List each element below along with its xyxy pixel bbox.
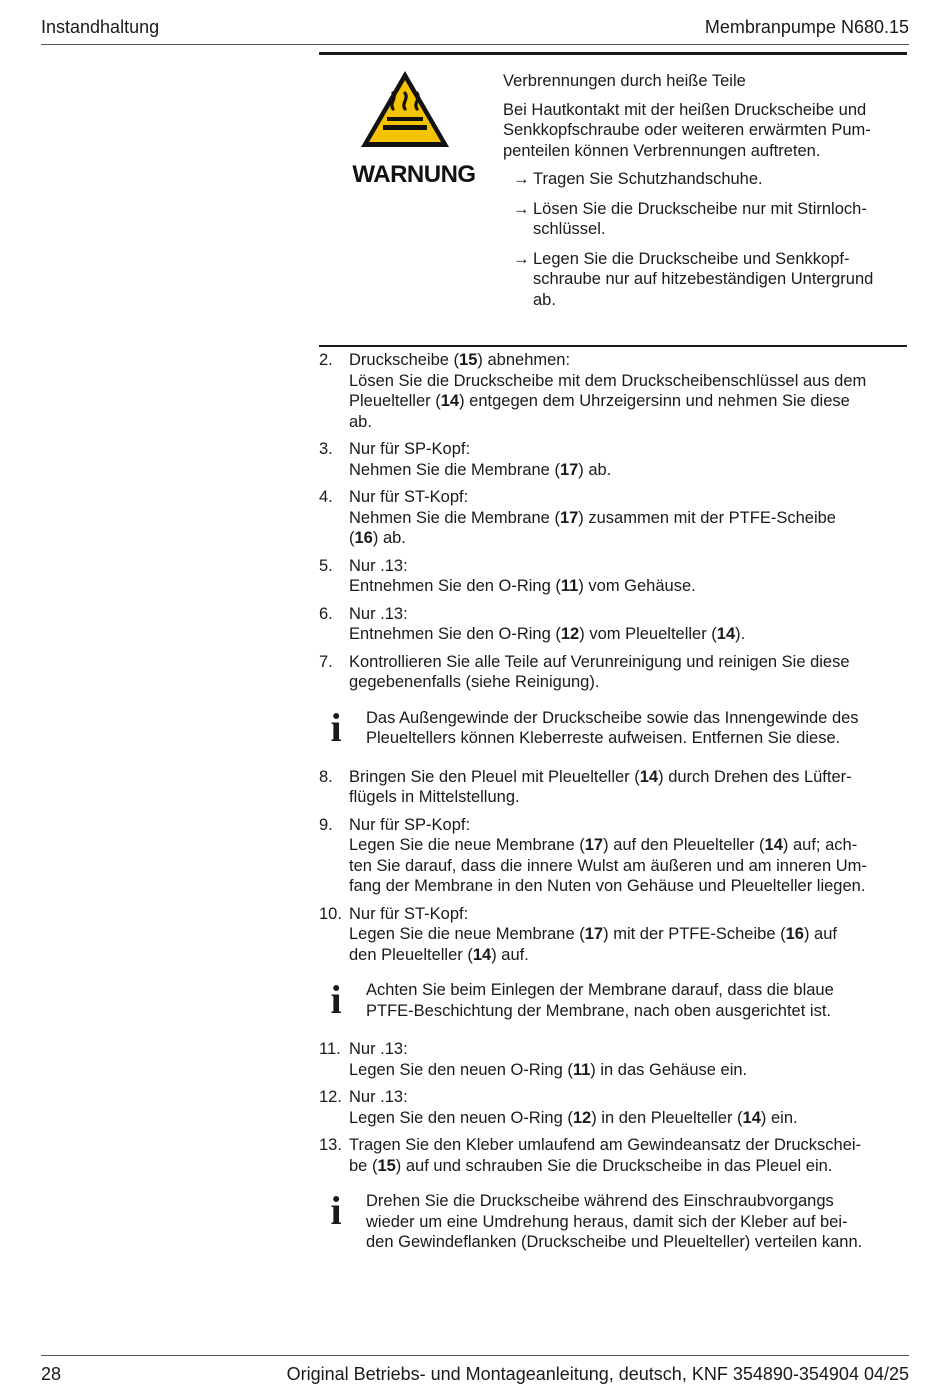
step-text: Legen Sie die neue Membrane (17) mit der PTFE-Scheibe (16) auf xyxy=(349,925,837,943)
document-info: Original Betriebs- und Montageanleitung, deutsch, KNF 354890-354904 04/25 xyxy=(286,1364,909,1384)
step-number: 9. xyxy=(319,815,333,834)
info-icon: i xyxy=(330,704,342,750)
arrow-icon: → xyxy=(513,170,530,188)
step-text: Entnehmen Sie den O-Ring (12) vom Pleuelteller (14). xyxy=(349,625,746,643)
step-heading: Nur .13: xyxy=(349,556,408,575)
step-text: Entnehmen Sie den O-Ring (11) vom Gehäuse. xyxy=(349,577,696,595)
step-item xyxy=(319,487,907,549)
step-text: gegebenenfalls (siehe Reinigung). xyxy=(349,673,600,691)
step-item xyxy=(319,439,907,480)
page-footer xyxy=(41,1355,909,1386)
step-text: Legen Sie den neuen O-Ring (12) in den Pleuelteller (14) ein. xyxy=(349,1108,798,1127)
step-item xyxy=(319,1135,907,1176)
warning-description: Bei Hautkontakt mit der heißen Druckscheibe und Senkkopfschraube oder weiteren erwärmten Pum- penteilen können Verbrennungen auftreten. xyxy=(503,100,871,160)
step-number: 12. xyxy=(319,1088,342,1106)
step-item xyxy=(319,604,907,645)
step-text: Legen Sie den neuen O-Ring (11) in das Gehäuse ein. xyxy=(349,1060,748,1079)
step-text: Legen Sie die neue Membrane (17) auf den Pleuelteller (14) auf; ach- xyxy=(349,836,858,854)
page-number: 28 xyxy=(41,1364,62,1384)
info-note xyxy=(319,704,907,750)
page-header xyxy=(41,14,909,45)
step-text: Pleuelteller (14) entgegen dem Uhrzeigersinn und nehmen Sie diese xyxy=(349,392,850,410)
step-text: fang der Membrane in den Nuten von Gehäuse und Pleuelteller liegen. xyxy=(349,877,866,895)
note-text: Pleueltellers können Kleberreste aufweisen. Entfernen Sie diese. xyxy=(366,729,841,747)
step-item xyxy=(319,1039,907,1080)
step-text: den Pleuelteller (14) auf. xyxy=(349,945,529,964)
step-number: 13. xyxy=(319,1136,342,1154)
step-text: ab. xyxy=(349,412,372,431)
step-item xyxy=(319,652,907,693)
instruction-steps xyxy=(319,350,907,1271)
step-item xyxy=(319,556,907,597)
warning-actions xyxy=(503,169,899,310)
step-number: 5. xyxy=(319,556,333,575)
step-number: 2. xyxy=(319,351,333,369)
note-text: wieder um eine Umdrehung heraus, damit sich der Kleber auf bei- xyxy=(366,1212,848,1231)
info-icon: i xyxy=(330,977,342,1022)
warning-symbol xyxy=(341,69,476,188)
step-number: 4. xyxy=(319,488,333,506)
step-heading: Nur .13: xyxy=(349,1040,408,1058)
header-section-title: Instandhaltung xyxy=(41,17,160,37)
step-number: 8. xyxy=(319,767,333,786)
step-item xyxy=(319,767,907,808)
step-number: 11. xyxy=(319,1040,341,1058)
step-heading: Druckscheibe (15) abnehmen: xyxy=(349,351,571,369)
step-number: 7. xyxy=(319,652,333,671)
warning-action: → Legen Sie die Druckscheibe und Senkkopf- schraube nur auf hitzebeständigen Untergrund ab. xyxy=(513,249,874,309)
hot-surface-warning-icon xyxy=(359,69,451,149)
step-number: 6. xyxy=(319,604,333,623)
step-item xyxy=(319,904,907,966)
step-heading: Tragen Sie den Kleber umlaufend am Gewindeansatz der Druckschei- xyxy=(349,1136,862,1154)
step-heading: Nur .13: xyxy=(349,1088,408,1106)
warning-action: → Lösen Sie die Druckscheibe nur mit Stirnloch- schlüssel. xyxy=(513,199,867,238)
note-text: Das Außengewinde der Druckscheibe sowie das Innengewinde des xyxy=(366,708,859,727)
step-heading: Nur .13: xyxy=(349,604,408,623)
info-icon: i xyxy=(330,1188,342,1233)
note-text: den Gewindeflanken (Druckscheibe und Pleuelteller) verteilen kann. xyxy=(366,1233,863,1251)
warning-signal-word: WARNUNG xyxy=(352,161,476,188)
warning-action: → Tragen Sie Schutzhandschuhe. xyxy=(513,170,763,188)
step-text: flügels in Mittelstellung. xyxy=(349,788,520,806)
step-item xyxy=(319,350,907,432)
step-number: 10. xyxy=(319,904,342,923)
arrow-icon: → xyxy=(513,199,530,218)
warning-box xyxy=(319,52,907,347)
step-text: Nehmen Sie die Membrane (17) zusammen mit der PTFE-Scheibe xyxy=(349,508,836,527)
step-heading: Nur für ST-Kopf: xyxy=(349,488,469,506)
step-heading: Bringen Sie den Pleuel mit Pleuelteller (14) durch Drehen des Lüfter- xyxy=(349,767,852,786)
step-heading: Kontrollieren Sie alle Teile auf Verunreinigung und reinigen Sie diese xyxy=(349,652,850,671)
note-text: PTFE-Beschichtung der Membrane, nach oben ausgerichtet ist. xyxy=(366,1001,831,1020)
step-item xyxy=(319,1087,907,1128)
info-note xyxy=(319,1188,907,1253)
arrow-icon: → xyxy=(513,249,530,268)
note-text: Achten Sie beim Einlegen der Membrane darauf, dass die blaue xyxy=(366,981,834,999)
header-product-name: Membranpumpe N680.15 xyxy=(704,17,909,37)
step-number: 3. xyxy=(319,440,333,458)
step-text: ten Sie darauf, dass die innere Wulst am äußeren und am inneren Um- xyxy=(349,856,867,875)
warning-title: Verbrennungen durch heiße Teile xyxy=(503,72,746,90)
info-note xyxy=(319,977,907,1022)
step-text: be (15) auf und schrauben Sie die Druckscheibe in das Pleuel ein. xyxy=(349,1156,833,1175)
warning-text xyxy=(503,71,899,319)
step-heading: Nur für SP-Kopf: xyxy=(349,815,471,834)
step-item xyxy=(319,815,907,897)
note-text: Drehen Sie die Druckscheibe während des Einschraubvorgangs xyxy=(366,1192,834,1210)
step-text: (16) ab. xyxy=(349,529,406,547)
step-text: Nehmen Sie die Membrane (17) ab. xyxy=(349,460,612,479)
step-heading: Nur für SP-Kopf: xyxy=(349,440,471,458)
step-text: Lösen Sie die Druckscheibe mit dem Druckscheibenschlüssel aus dem xyxy=(349,371,867,390)
step-heading: Nur für ST-Kopf: xyxy=(349,904,469,923)
